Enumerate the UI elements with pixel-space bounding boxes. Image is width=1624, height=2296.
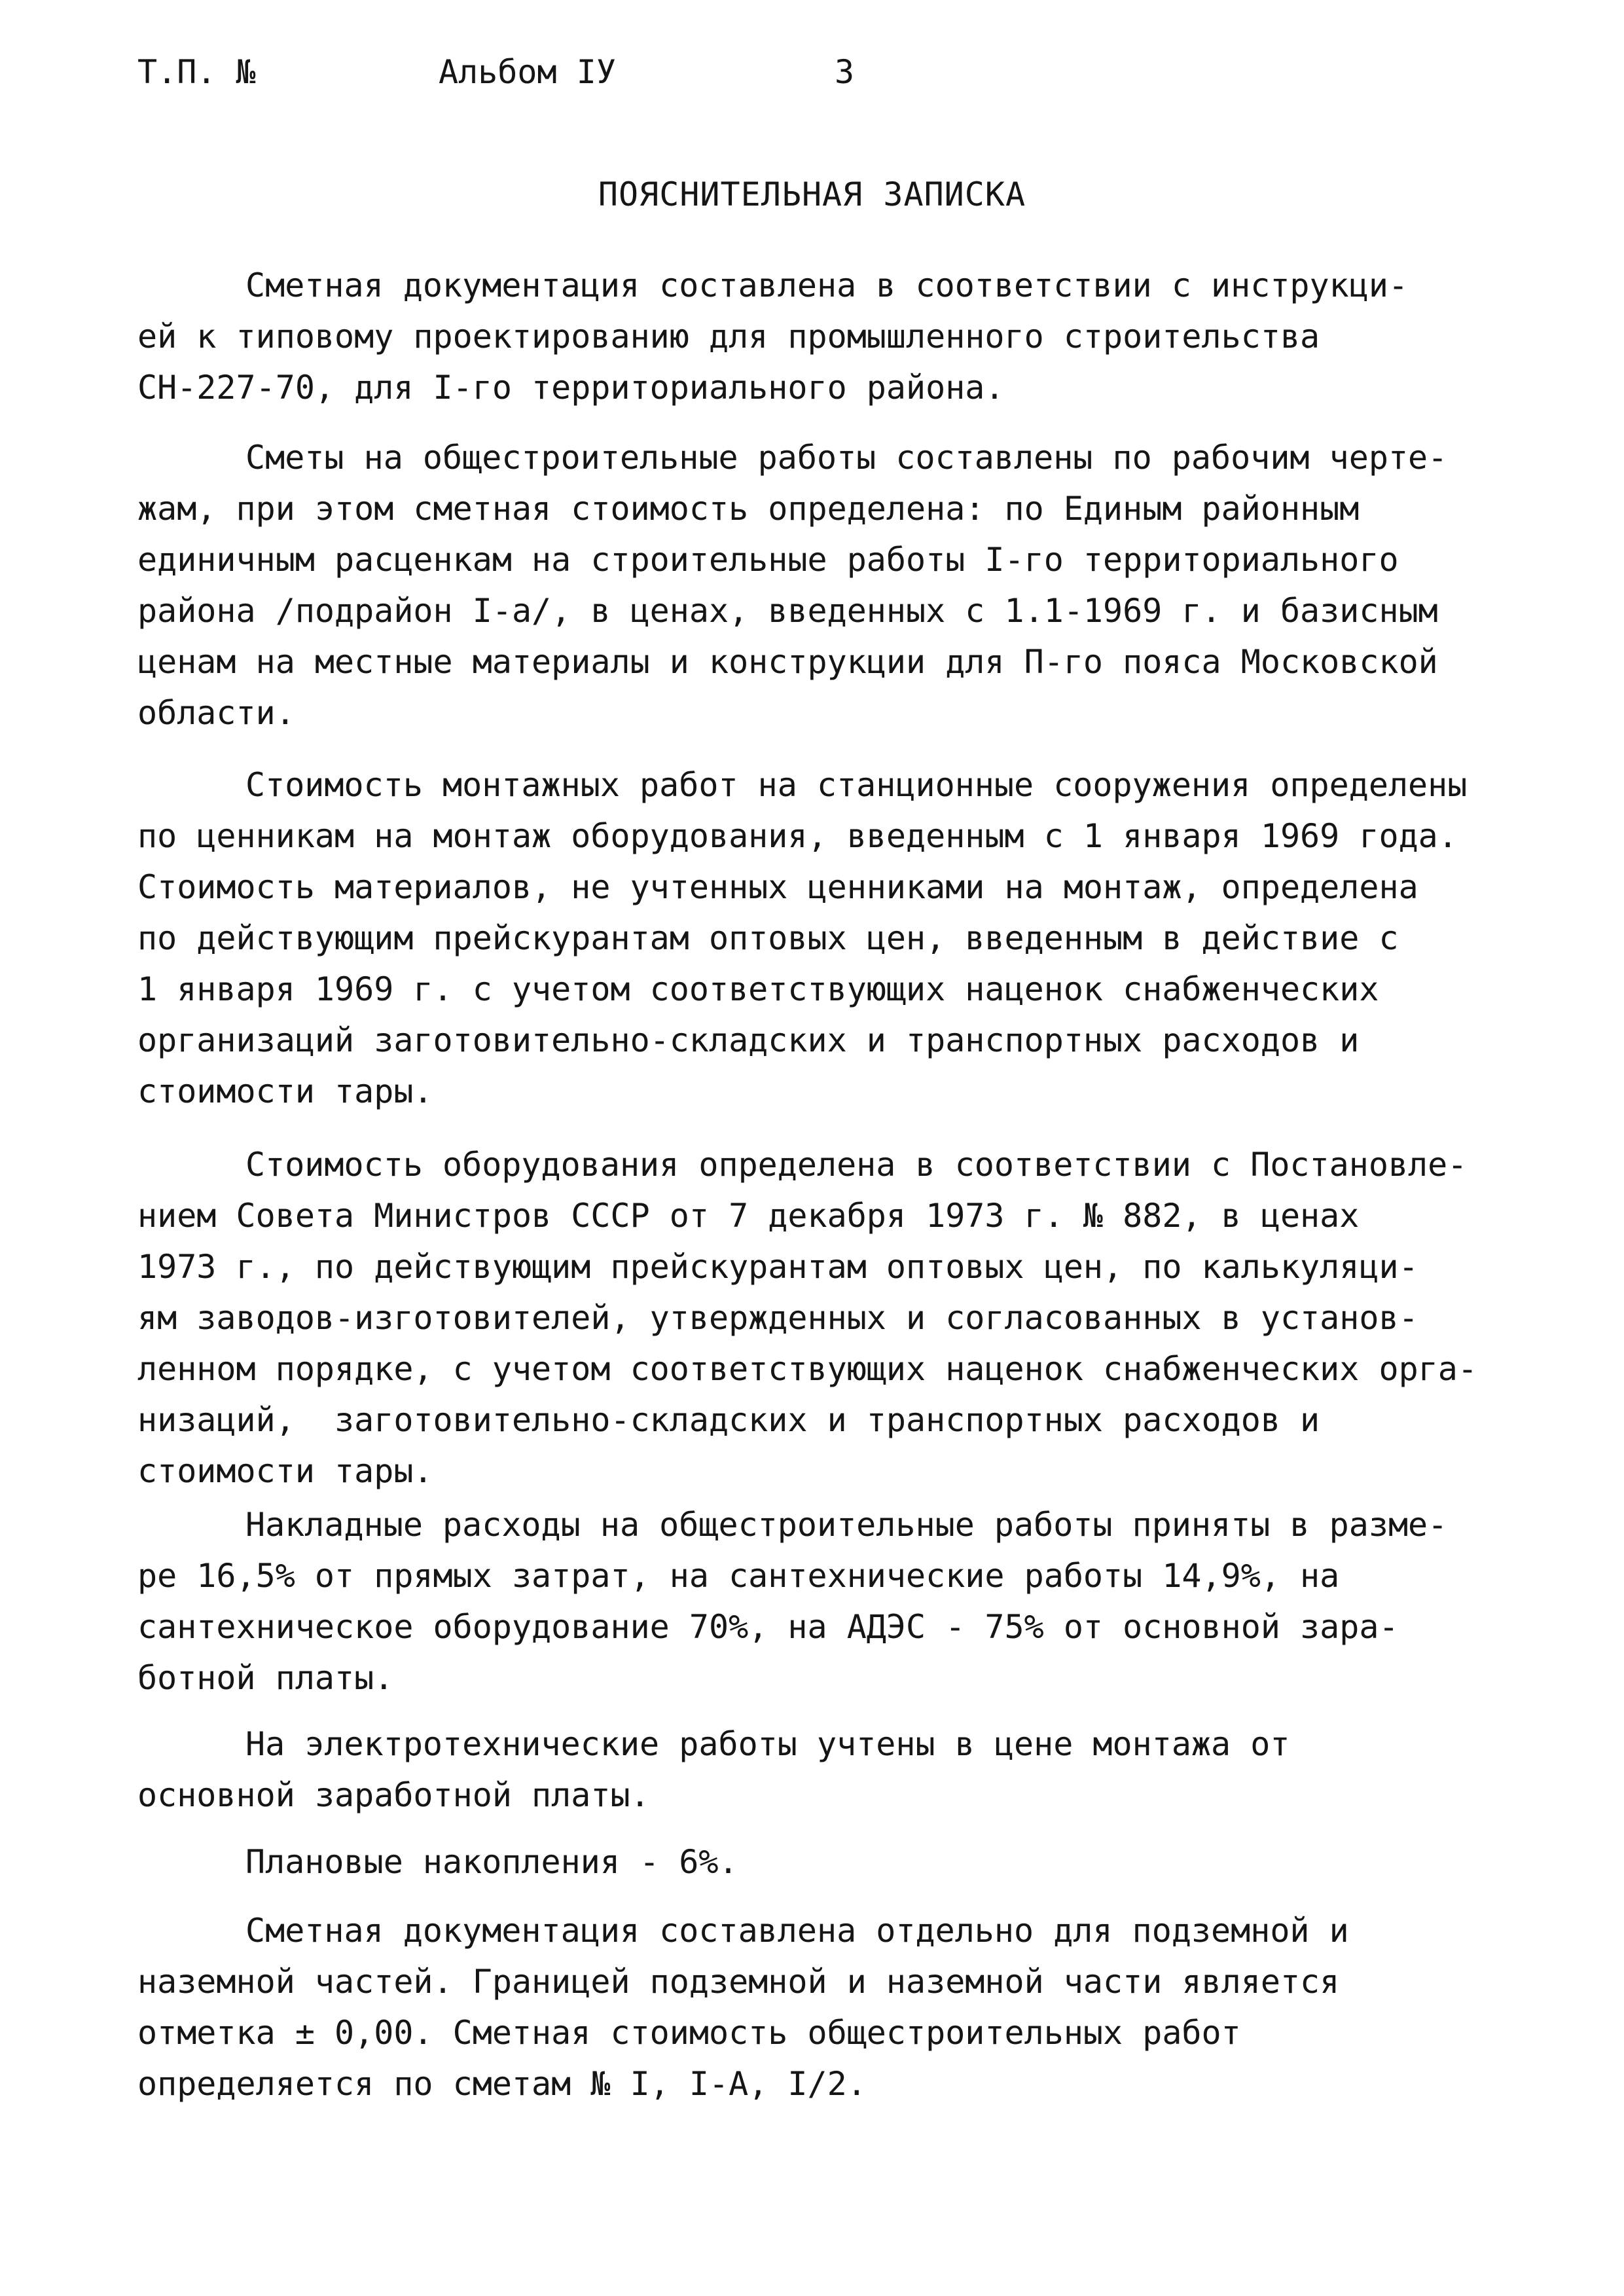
paragraph-line: определяется по сметам № I, I-А, I/2. xyxy=(137,2065,867,2103)
paragraph-line: 1 января 1969 г. с учетом соответствующих наценок снабженческих xyxy=(137,970,1379,1008)
paragraph-line: по действующим прейскурантам оптовых цен, введенным в действие с xyxy=(137,919,1399,957)
paragraph-line: ценам на местные материалы и конструкции для П-го пояса Московской xyxy=(137,643,1438,681)
paragraph-line: сантехническое оборудование 70%, на АДЭС - 75% от основной зара- xyxy=(137,1608,1399,1646)
album-label: Альбом IУ xyxy=(439,53,616,91)
standard-project-number: Т.П. № xyxy=(137,53,256,91)
paragraph xyxy=(137,1836,1591,1887)
paragraph xyxy=(137,1719,1591,1821)
paragraph-line: нием Совета Министров СССР от 7 декабря 1973 г. № 882, в ценах xyxy=(137,1197,1360,1235)
paragraph-line: стоимости тары. xyxy=(137,1072,433,1110)
paragraph-line: ленном порядке, с учетом соответствующих наценок снабженческих орга- xyxy=(137,1350,1477,1388)
paragraph-line: Плановые накопления - 6%. xyxy=(245,1843,738,1881)
paragraph-line: основной заработной платы. xyxy=(137,1776,650,1814)
paragraph-line: СН-227-70, для I-го территориального района. xyxy=(137,369,1005,407)
paragraph xyxy=(137,759,1591,1117)
paragraph-line: отметка ± 0,00. Сметная стоимость общестроительных работ xyxy=(137,2014,1241,2052)
paragraph-line: На электротехнические работы учтены в цене монтажа от xyxy=(245,1725,1290,1763)
paragraph-line: организаций заготовительно-складских и транспортных расходов и xyxy=(137,1021,1360,1059)
paragraph-line: области. xyxy=(137,694,295,732)
paragraph-line: Сметная документация составлена отдельно для подземной и xyxy=(245,1912,1349,1950)
paragraph-line: низаций, заготовительно-складских и транспортных расходов и xyxy=(137,1401,1320,1439)
paragraph xyxy=(137,260,1591,413)
paragraph-line: стоимости тары. xyxy=(137,1452,433,1490)
paragraph-line: Стоимость монтажных работ на станционные сооружения определены xyxy=(245,766,1468,804)
paragraph-line: Стоимость оборудования определена в соответствии с Постановле- xyxy=(245,1146,1468,1184)
paragraph-line: ям заводов-изготовителей, утвержденных и согласованных в установ- xyxy=(137,1299,1418,1337)
paragraph xyxy=(137,1905,1591,2109)
paragraph-line: наземной частей. Границей подземной и наземной части является xyxy=(137,1963,1340,2001)
page-header xyxy=(137,49,923,95)
paragraph-line: по ценникам на монтаж оборудования, введенным с 1 января 1969 года. xyxy=(137,817,1458,855)
paragraph-line: Сметы на общестроительные работы составлены по рабочим черте- xyxy=(245,439,1448,477)
paragraph-line: 1973 г., по действующим прейскурантам оптовых цен, по калькуляци- xyxy=(137,1248,1418,1286)
paragraph xyxy=(137,1139,1591,1497)
document-title: ПОЯСНИТЕЛЬНАЯ ЗАПИСКА xyxy=(598,175,1026,213)
paragraph-line: Стоимость материалов, не учтенных ценниками на монтаж, определена xyxy=(137,868,1418,906)
paragraph-line: района /подрайон I-а/, в ценах, введенных с 1.1-1969 г. и базисным xyxy=(137,592,1438,630)
paragraph-line: ботной платы. xyxy=(137,1659,394,1697)
paragraph-line: жам, при этом сметная стоимость определена: по Единым районным xyxy=(137,490,1360,528)
paragraph-line: Накладные расходы на общестроительные работы приняты в разме- xyxy=(245,1506,1448,1544)
paragraph-line: ре 16,5% от прямых затрат, на сантехнические работы 14,9%, на xyxy=(137,1557,1340,1595)
paragraph-line: единичным расценкам на строительные работы I-го территориального xyxy=(137,541,1399,579)
page-number: 3 xyxy=(835,53,855,91)
paragraph-line: ей к типовому проектированию для промышленного строительства xyxy=(137,318,1320,355)
paragraph xyxy=(137,1499,1591,1704)
paragraph xyxy=(137,432,1591,738)
paragraph-line: Сметная документация составлена в соответствии с инструкци- xyxy=(245,266,1409,304)
